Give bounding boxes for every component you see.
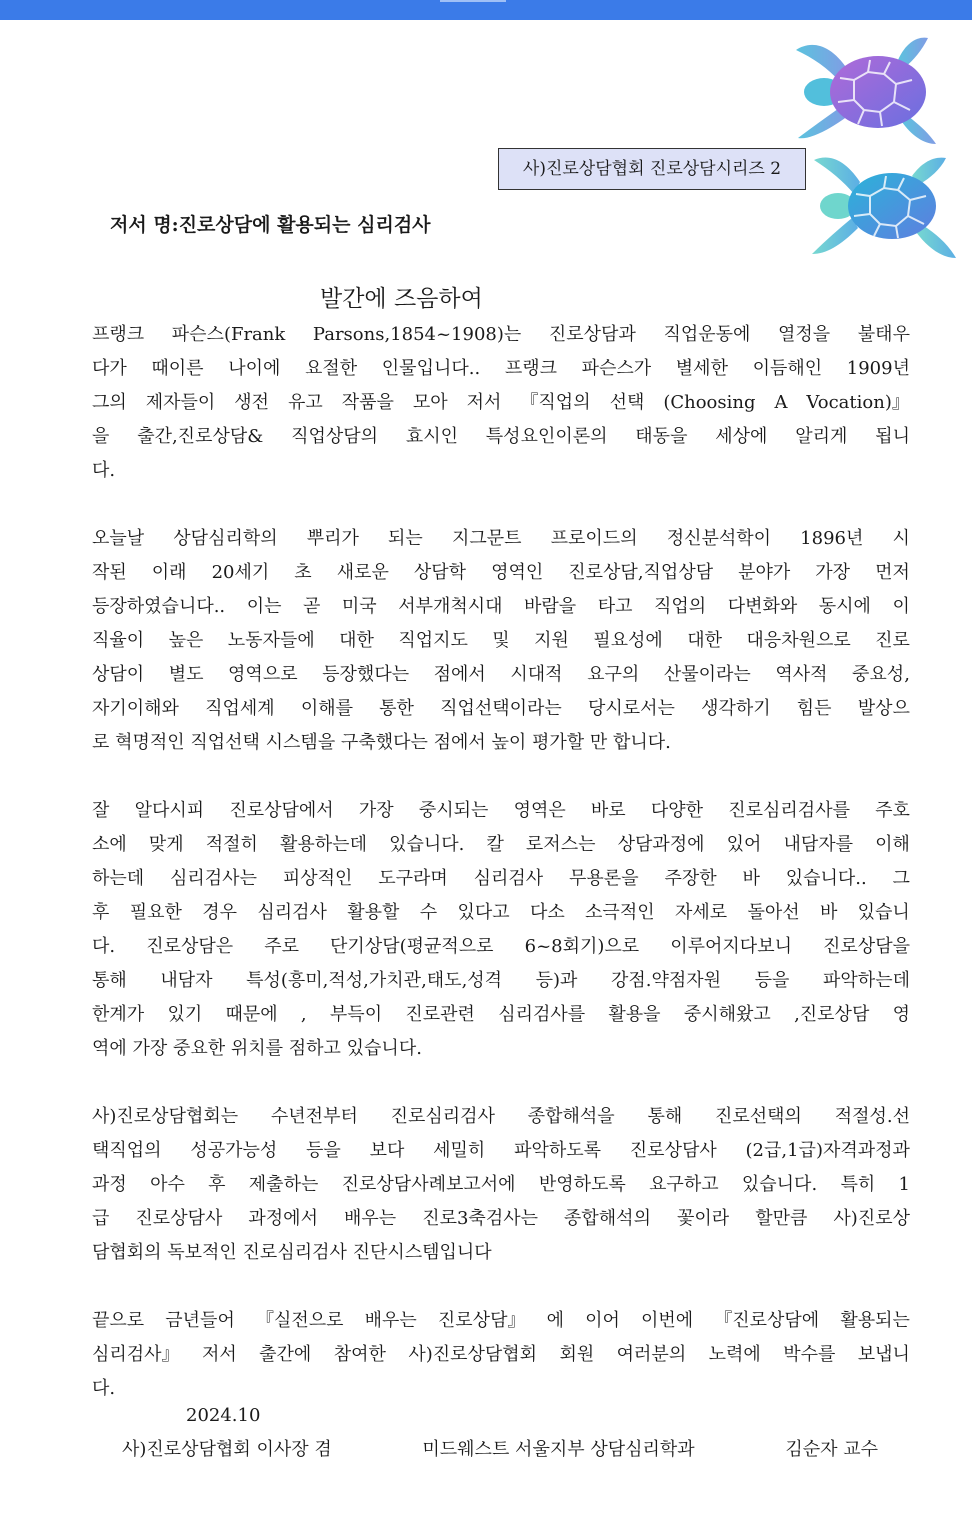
word: 대한	[687, 630, 723, 651]
word: 서부개척시대	[398, 596, 503, 617]
word: 영역은	[513, 800, 566, 821]
word: 파슨스(Frank	[171, 324, 286, 345]
word: 보냅니	[857, 1344, 910, 1365]
word: 영	[892, 1004, 910, 1025]
word: 피상적인	[282, 868, 353, 889]
word: 제출하는	[248, 1174, 319, 1195]
text-line	[92, 930, 910, 964]
word: 있기	[167, 1004, 203, 1025]
word: 후	[208, 1174, 226, 1195]
word: 중요성,	[852, 664, 910, 685]
word: Parsons,1854~1908)는	[312, 324, 522, 345]
word: 다변화와	[727, 596, 798, 617]
series-label-box: 사)진로상담협회 진로상담시리즈 2	[498, 148, 806, 190]
word: 활용할	[347, 902, 400, 923]
word: 다가	[92, 358, 127, 379]
signature-branch: 미드웨스트 서울지부 상담심리학과	[422, 1439, 695, 1460]
word: 파악하도록	[514, 1140, 602, 1161]
word: 직업의	[654, 596, 707, 617]
word: 있습니다..	[785, 868, 867, 889]
word: 역사적	[775, 664, 828, 685]
word: 하는데	[92, 868, 145, 889]
word: 선택	[609, 392, 645, 413]
word: 영역인	[491, 562, 544, 583]
paragraph-1	[92, 318, 910, 488]
word: 가장	[815, 562, 851, 583]
word: 뿌리가	[306, 528, 359, 549]
word: 나이에	[228, 358, 281, 379]
text-line: 역에 가장 중요한 위치를 점하고 있습니다.	[92, 1038, 422, 1059]
word: 에	[546, 1310, 564, 1331]
word: 택직업의	[92, 1140, 162, 1161]
word: 상담심리학의	[173, 528, 278, 549]
word: Vocation)』	[806, 392, 910, 413]
word: 등장했다는	[322, 664, 410, 685]
word: 『실전으로	[255, 1310, 344, 1331]
word: 노동자들에	[227, 630, 315, 651]
text-line: 로 혁명적인 직업선택 시스템을 구축했다는 점에서 높이 평가할 만 합니다.	[92, 732, 671, 753]
text-line	[92, 998, 910, 1032]
word: 직업운동에	[663, 324, 751, 345]
word: 분야가	[738, 562, 791, 583]
word: 활용하는데	[280, 834, 367, 855]
word: 과정	[92, 1174, 127, 1195]
word: 주로	[264, 936, 299, 957]
word: 보다	[369, 1140, 405, 1161]
word: (Choosing	[663, 392, 756, 413]
text-line	[92, 1100, 910, 1134]
word: 타고	[597, 596, 633, 617]
word: 배우는	[364, 1310, 417, 1331]
word: 이해를	[300, 698, 353, 719]
word: 지그문트	[451, 528, 522, 549]
text-line	[92, 522, 910, 556]
word: 당시로서는	[587, 698, 675, 719]
word: 등을	[306, 1140, 341, 1161]
word: 급	[92, 1208, 110, 1229]
word: 특성요인이론의	[485, 426, 608, 447]
word: 및	[492, 630, 510, 651]
word: 수년전부터	[270, 1106, 358, 1127]
word: 진로	[875, 630, 910, 651]
top-status-bar	[0, 0, 972, 20]
word: 파악하는데	[823, 970, 910, 991]
word: 강점.약점자원	[611, 970, 722, 991]
book-title: 저서 명:진로상담에 활용되는 심리검사	[110, 214, 431, 236]
word: 때이른	[151, 358, 204, 379]
word: 다.	[92, 936, 116, 957]
word: 20세기	[211, 562, 270, 583]
word: 도구라며	[378, 868, 448, 889]
word: 곧	[302, 596, 321, 617]
word: 배우는	[344, 1208, 397, 1229]
word: 이해	[875, 834, 910, 855]
word: 『진로상담에	[714, 1310, 820, 1331]
word: 별도	[168, 664, 204, 685]
word: 진로상담사	[629, 1140, 717, 1161]
word: 사)진로상	[833, 1208, 910, 1229]
word: 저서	[201, 1344, 237, 1365]
text-line	[92, 692, 910, 726]
text-line	[92, 556, 910, 590]
word: 1	[898, 1174, 910, 1195]
word: 점에서	[433, 664, 486, 685]
word: 알리게	[795, 426, 848, 447]
word: 끝으로	[92, 1310, 145, 1331]
word: 있다고	[457, 902, 510, 923]
word: 직업지도	[398, 630, 468, 651]
text-line	[92, 1168, 910, 1202]
text-line	[92, 658, 910, 692]
word: 됩니	[875, 426, 910, 447]
word: 심리검사』	[92, 1344, 180, 1365]
word: 이듬해인	[752, 358, 823, 379]
word: 무용론을	[569, 868, 639, 889]
word: 필요성에	[593, 630, 663, 651]
word: 특히	[840, 1174, 876, 1195]
word: 세상에	[715, 426, 768, 447]
word: 할만큼	[755, 1208, 808, 1229]
word: 종합해석의	[564, 1208, 651, 1229]
word: 지원	[534, 630, 569, 651]
word: 잘	[92, 800, 110, 821]
word: 노력에	[708, 1344, 761, 1365]
word: 세밀히	[433, 1140, 486, 1161]
word: 을	[92, 426, 110, 447]
text-line	[92, 828, 910, 862]
word: 동시에	[818, 596, 871, 617]
word: 바람을	[524, 596, 577, 617]
text-line	[92, 420, 910, 454]
word: 생각하기	[701, 698, 771, 719]
word: 시대적	[510, 664, 563, 685]
word: 심리검사는	[170, 868, 257, 889]
word: 진로3축검사는	[422, 1208, 538, 1229]
word: 요절한	[305, 358, 358, 379]
word: 대한	[339, 630, 374, 651]
word: 진로상담은	[146, 936, 234, 957]
word: 요구의	[587, 664, 640, 685]
word: 사)진로상담협회	[408, 1344, 538, 1365]
preface-body	[92, 318, 910, 1440]
word: 등을	[754, 970, 790, 991]
word: 칼	[486, 834, 504, 855]
signature-name: 김순자 교수	[785, 1439, 878, 1460]
word: 출간,진로상담&	[137, 426, 264, 447]
word: 적절히	[205, 834, 258, 855]
word: 알다시피	[134, 800, 205, 821]
word: 심리검사를	[498, 1004, 586, 1025]
word: 적절성.선	[834, 1106, 910, 1127]
word: 초	[294, 562, 312, 583]
word: 높은	[168, 630, 204, 651]
word: 상담이	[92, 664, 145, 685]
text-line	[92, 386, 910, 420]
word: 다양한	[650, 800, 704, 821]
word: 이어	[585, 1310, 620, 1331]
word: 작된	[92, 562, 127, 583]
word: 인물입니다..	[381, 358, 481, 379]
text-line	[92, 624, 910, 658]
word: 통해	[92, 970, 127, 991]
word: 1909년	[846, 358, 910, 379]
word: 활용을	[608, 1004, 661, 1025]
word: 상담과정에	[617, 834, 705, 855]
top-tab-indicator	[440, 0, 506, 2]
sea-turtle-icon	[800, 150, 965, 265]
word: 이루어지다보니	[670, 936, 792, 957]
word: 진로상담사	[135, 1208, 223, 1229]
word: 박수를	[783, 1344, 836, 1365]
word: 성공가능성	[190, 1140, 278, 1161]
word: 진로심리검사	[390, 1106, 495, 1127]
word: 로저스는	[525, 834, 596, 855]
word: 참여한	[333, 1344, 386, 1365]
word: 자기이해와	[92, 698, 179, 719]
word: 있어	[726, 834, 762, 855]
signature	[122, 1433, 878, 1467]
text-line: 담협회의 독보적인 진로심리검사 진단시스템입니다	[92, 1242, 492, 1263]
word: (2급,1급)자격과정과	[745, 1140, 910, 1161]
word: 있습니다.	[389, 834, 465, 855]
word: 이래	[151, 562, 187, 583]
word: 소극적인	[585, 902, 655, 923]
word: 대응차원으로	[746, 630, 851, 651]
word: 출간에	[259, 1344, 312, 1365]
paragraph-5	[92, 1304, 910, 1406]
word: 수	[419, 902, 438, 923]
word: 저서	[466, 392, 502, 413]
word: 심리검사	[257, 902, 327, 923]
word: 그	[892, 868, 910, 889]
word: 사)진로상담협회는	[92, 1106, 239, 1127]
word: 영역으로	[228, 664, 298, 685]
word: 때문에	[225, 1004, 278, 1025]
word: 진로상담에서	[229, 800, 334, 821]
word: 6~8회기)으로	[524, 936, 640, 957]
word: 중시해왔고	[683, 1004, 771, 1025]
word: 활용되는	[840, 1310, 910, 1331]
publication-date: 2024.10	[186, 1405, 261, 1426]
word: 정신분석학이	[666, 528, 772, 549]
word: 돌아선	[747, 902, 800, 923]
word: 프랭크	[92, 324, 145, 345]
word: 그의	[92, 392, 127, 413]
word: 있습니다.	[741, 1174, 818, 1195]
word: 이는	[246, 596, 282, 617]
text-line: 다.	[92, 1378, 116, 1399]
word: 진로상담』	[437, 1310, 526, 1331]
text-line	[92, 896, 910, 930]
text-line	[92, 1134, 910, 1168]
text-line	[92, 352, 910, 386]
text-line	[92, 1338, 910, 1372]
word: 오늘날	[92, 528, 145, 549]
word: 주호	[875, 800, 910, 821]
word: 새로운	[336, 562, 389, 583]
word: 내담자	[160, 970, 213, 991]
word: 직업선택이라는	[440, 698, 562, 719]
word: 심리검사	[473, 868, 544, 889]
signature-org: 사)진로상담협회 이사장 겸	[122, 1439, 332, 1460]
word: 이	[892, 596, 910, 617]
word: 바로	[590, 800, 626, 821]
paragraph-3	[92, 794, 910, 1066]
word: 부득이	[329, 1004, 383, 1025]
word: 태동을	[635, 426, 688, 447]
word: 모아	[412, 392, 448, 413]
text-line	[92, 1304, 910, 1338]
word: 주장한	[664, 868, 717, 889]
sea-turtle-icon	[778, 30, 948, 155]
word: 제자들이	[145, 392, 216, 413]
word: 진로선택의	[714, 1106, 802, 1127]
word: 꽃이라	[677, 1208, 730, 1229]
word: 불태우	[857, 324, 910, 345]
word: 금년들어	[165, 1310, 235, 1331]
word: 진로관련	[405, 1004, 475, 1025]
word: 단기상담(평균적으로	[330, 936, 494, 957]
word: 다소	[529, 902, 565, 923]
word: 상담학	[413, 562, 467, 583]
word: 힘든	[796, 698, 832, 719]
word: 맞게	[148, 834, 184, 855]
word: 있습니	[857, 902, 910, 923]
word: 진로상담과	[548, 324, 636, 345]
word: 여러분의	[616, 1344, 687, 1365]
word: 직업세계	[205, 698, 275, 719]
word: 진로상담사례보고서에	[341, 1174, 516, 1195]
word: 별세한	[675, 358, 728, 379]
word: 경우	[202, 902, 237, 923]
word: 생전	[234, 392, 270, 413]
word: 회원	[559, 1344, 595, 1365]
word: 반영하도록	[538, 1174, 626, 1195]
word: 직업상담의	[291, 426, 379, 447]
word: 자세로	[674, 902, 728, 923]
word: 바	[819, 902, 838, 923]
word: 효시인	[405, 426, 458, 447]
word: ,	[300, 1004, 307, 1025]
word: 파슨스가	[581, 358, 652, 379]
word: 먼저	[875, 562, 910, 583]
word: 시	[892, 528, 910, 549]
word: 종합해석을	[527, 1106, 615, 1127]
paragraph-2	[92, 522, 910, 760]
word: 등)과	[535, 970, 578, 991]
word: 통해	[647, 1106, 683, 1127]
word: 통한	[379, 698, 414, 719]
text-line	[92, 862, 910, 896]
word: 미국	[341, 596, 377, 617]
word: 아수	[150, 1174, 185, 1195]
word: A	[774, 392, 788, 413]
word: 과정에서	[248, 1208, 318, 1229]
word: 프로이드의	[550, 528, 638, 549]
word: 요구하고	[649, 1174, 719, 1195]
word: 『직업의	[520, 392, 591, 413]
text-line	[92, 1202, 910, 1236]
text-line	[92, 318, 910, 352]
word: 중시되는	[418, 800, 489, 821]
word: 열정을	[778, 324, 831, 345]
word: 진로상담,직업상담	[568, 562, 714, 583]
word: 한계가	[92, 1004, 145, 1025]
word: 진로상담을	[823, 936, 910, 957]
text-line	[92, 964, 910, 998]
word: 필요한	[129, 902, 182, 923]
word: 특성(흥미,적성,가치관,태도,성격	[246, 970, 503, 991]
word: 바	[742, 868, 760, 889]
word: 작품을	[341, 392, 394, 413]
word: 후	[92, 902, 110, 923]
word: 1896년	[800, 528, 864, 549]
word: ,진로상담	[794, 1004, 870, 1025]
preface-heading: 발간에 즈음하여	[320, 286, 483, 312]
text-line: 다.	[92, 460, 116, 481]
word: 발상으	[857, 698, 910, 719]
word: 등장하였습니다..	[92, 596, 226, 617]
word: 이번에	[640, 1310, 694, 1331]
word: 되는	[388, 528, 423, 549]
word: 진로심리검사를	[728, 800, 850, 821]
text-line	[92, 590, 910, 624]
word: 프랭크	[504, 358, 557, 379]
word: 산물이라는	[663, 664, 751, 685]
word: 직율이	[92, 630, 145, 651]
word: 유고	[288, 392, 323, 413]
word: 내담자를	[783, 834, 854, 855]
word: 가장	[358, 800, 394, 821]
paragraph-4	[92, 1100, 910, 1270]
word: 소에	[92, 834, 127, 855]
text-line	[92, 794, 910, 828]
